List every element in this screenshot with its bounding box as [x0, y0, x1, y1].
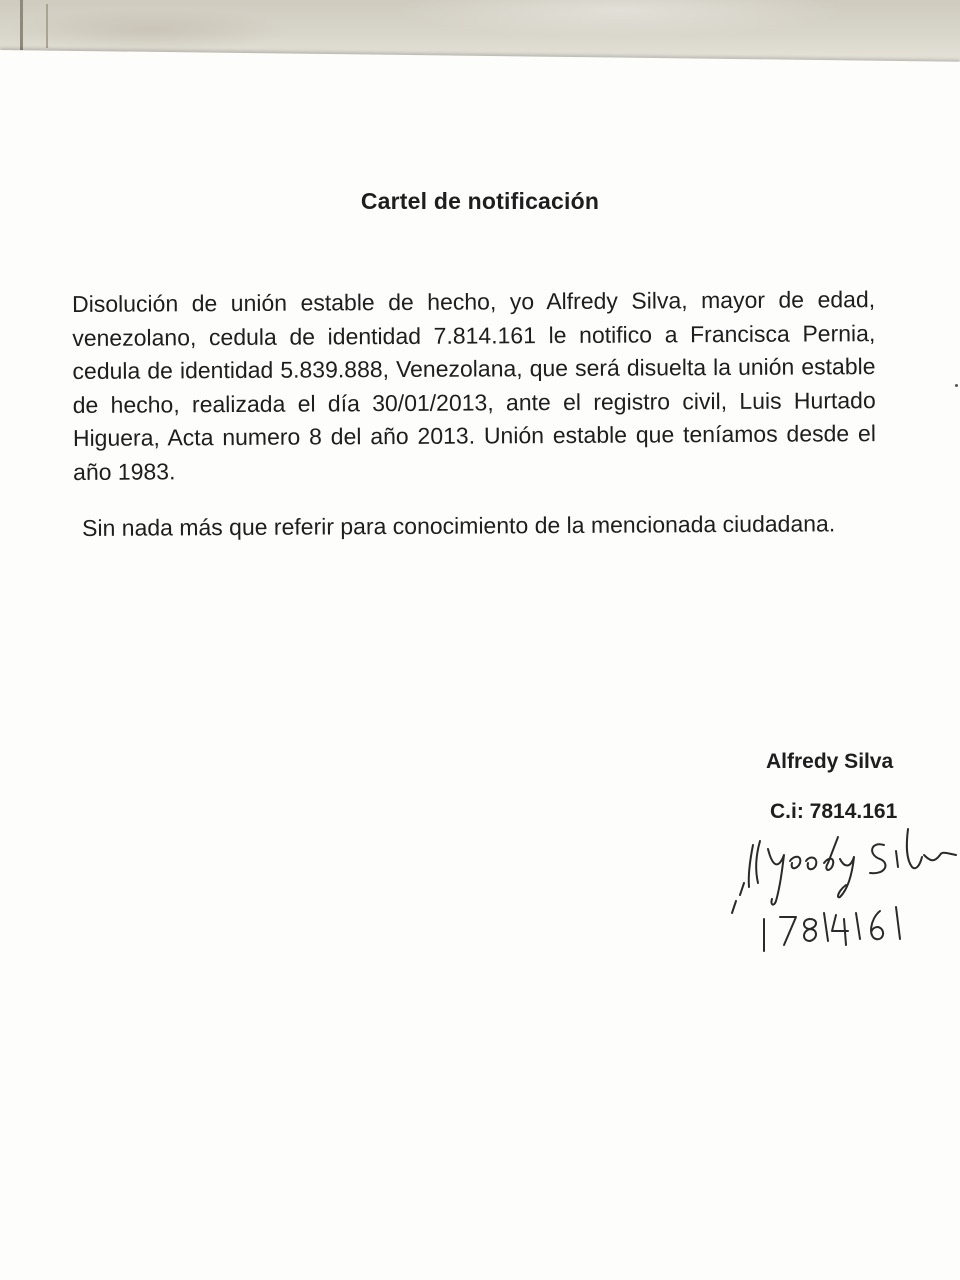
- body-paragraph-2: Sin nada más que referir para conocimiento de la mencionada ciudadana.: [82, 510, 836, 541]
- margin-speck: [955, 384, 958, 387]
- surface-crack: [46, 4, 48, 48]
- signer-name: Alfredy Silva: [766, 750, 894, 773]
- surface-crack: [20, 0, 23, 50]
- handwritten-signature: [720, 815, 960, 965]
- paper-sheet: [0, 66, 960, 1280]
- body-paragraph-1: Disolución de unión estable de hecho, yo Alfredy Silva, mayor de edad, venezolano, cedula de identidad 7.814.161 le notifico a Francisca Pernia, cedula de identidad 5.839.888, Venezolana, que será disuelta la unión estable de hecho, realizada el día 30/01/2013, ante el registro civil, Luis Hurtado Higuera, Acta numero 8 del año 2013. Unión estable que teníamos desde el año 1983.: [72, 286, 876, 485]
- signer-id: C.i: 7814.161: [770, 800, 898, 823]
- document-title: Cartel de notificación: [360, 188, 600, 214]
